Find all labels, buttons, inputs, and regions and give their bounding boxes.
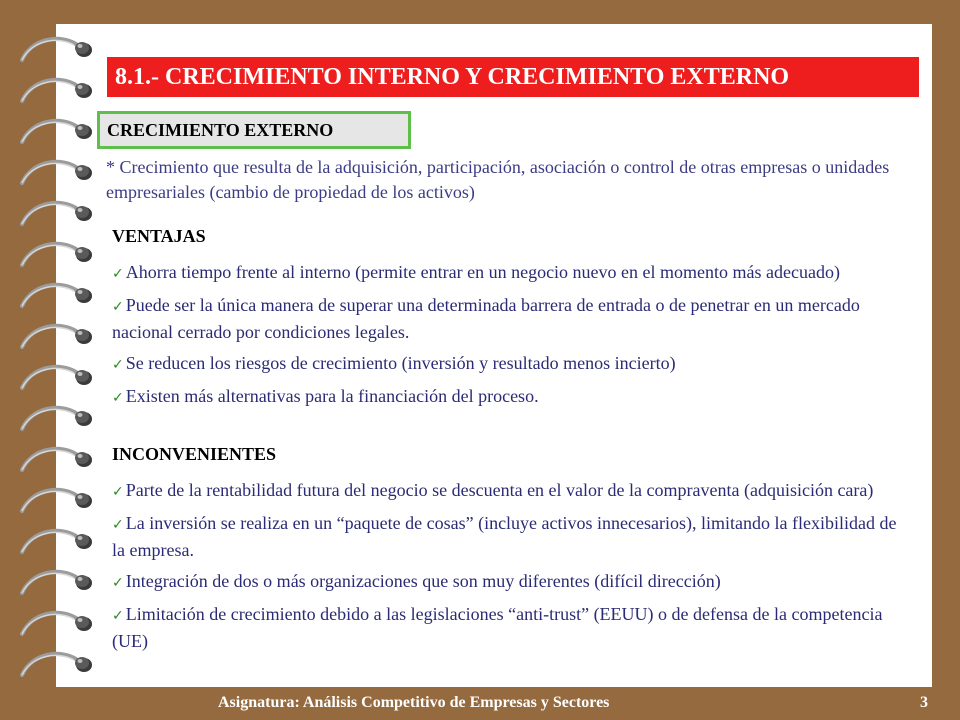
spiral-ring-icon bbox=[2, 481, 102, 523]
spiral-ring-icon bbox=[2, 30, 102, 72]
section-subtitle: CRECIMIENTO EXTERNO bbox=[97, 111, 411, 149]
spiral-ring-icon bbox=[2, 194, 102, 236]
spiral-ring-icon bbox=[2, 522, 102, 564]
ventajas-heading: VENTAJAS bbox=[112, 226, 206, 246]
ventaja-item: ✓ Puede ser la única manera de superar una determinada barrera de entrada o de penetrar en un mercado nacional cerrado por condiciones legales. bbox=[112, 295, 860, 342]
spiral-ring-icon bbox=[2, 645, 102, 687]
course-name: Asignatura: Análisis Competitivo de Empresas y Sectores bbox=[218, 694, 610, 711]
ventaja-item: ✓ Se reducen los riesgos de crecimiento (inversión y resultado menos incierto) bbox=[112, 353, 676, 373]
inconvenientes-list bbox=[112, 478, 912, 660]
check-icon: ✓ bbox=[112, 575, 124, 591]
check-icon: ✓ bbox=[112, 517, 124, 533]
check-icon: ✓ bbox=[112, 266, 124, 282]
check-icon: ✓ bbox=[112, 484, 124, 500]
ventaja-item: ✓ Ahorra tiempo frente al interno (permite entrar en un negocio nuevo en el momento más adecuado) bbox=[112, 262, 840, 282]
ventaja-item: ✓ Existen más alternativas para la financiación del proceso. bbox=[112, 386, 539, 406]
inconveniente-item: ✓ La inversión se realiza en un “paquete de cosas” (incluye activos innecesarios), limitando la flexibilidad de la empresa. bbox=[112, 513, 897, 560]
inconveniente-item: ✓ Parte de la rentabilidad futura del negocio se descuenta en el valor de la compraventa (adquisición cara) bbox=[112, 480, 874, 500]
spiral-ring-icon bbox=[2, 317, 102, 359]
check-icon: ✓ bbox=[112, 390, 124, 406]
spiral-ring-icon bbox=[2, 235, 102, 277]
spiral-ring-icon bbox=[2, 112, 102, 154]
spiral-ring-icon bbox=[2, 358, 102, 400]
page-number: 3 bbox=[920, 694, 928, 711]
check-icon: ✓ bbox=[112, 299, 124, 315]
spiral-ring-icon bbox=[2, 440, 102, 482]
slide-footer bbox=[0, 690, 960, 718]
spiral-ring-icon bbox=[2, 563, 102, 605]
definition-text: * Crecimiento que resulta de la adquisición, participación, asociación o control de otras empresas o unidades empresariales (cambio de propiedad de los activos) bbox=[106, 157, 890, 202]
spiral-ring-icon bbox=[2, 399, 102, 441]
slide-title: 8.1.- CRECIMIENTO INTERNO Y CRECIMIENTO EXTERNO bbox=[107, 57, 919, 97]
check-icon: ✓ bbox=[112, 608, 124, 624]
inconveniente-item: ✓ Integración de dos o más organizaciones que son muy diferentes (difícil dirección) bbox=[112, 571, 721, 591]
check-icon: ✓ bbox=[112, 357, 124, 373]
inconveniente-item: ✓ Limitación de crecimiento debido a las legislaciones “anti-trust” (EEUU) o de defensa de la competencia (UE) bbox=[112, 604, 883, 651]
ventajas-list bbox=[112, 260, 912, 417]
inconvenientes-heading: INCONVENIENTES bbox=[112, 444, 277, 464]
spiral-ring-icon bbox=[2, 71, 102, 113]
spiral-ring-icon bbox=[2, 604, 102, 646]
spiral-ring-icon bbox=[2, 153, 102, 195]
spiral-ring-icon bbox=[2, 276, 102, 318]
